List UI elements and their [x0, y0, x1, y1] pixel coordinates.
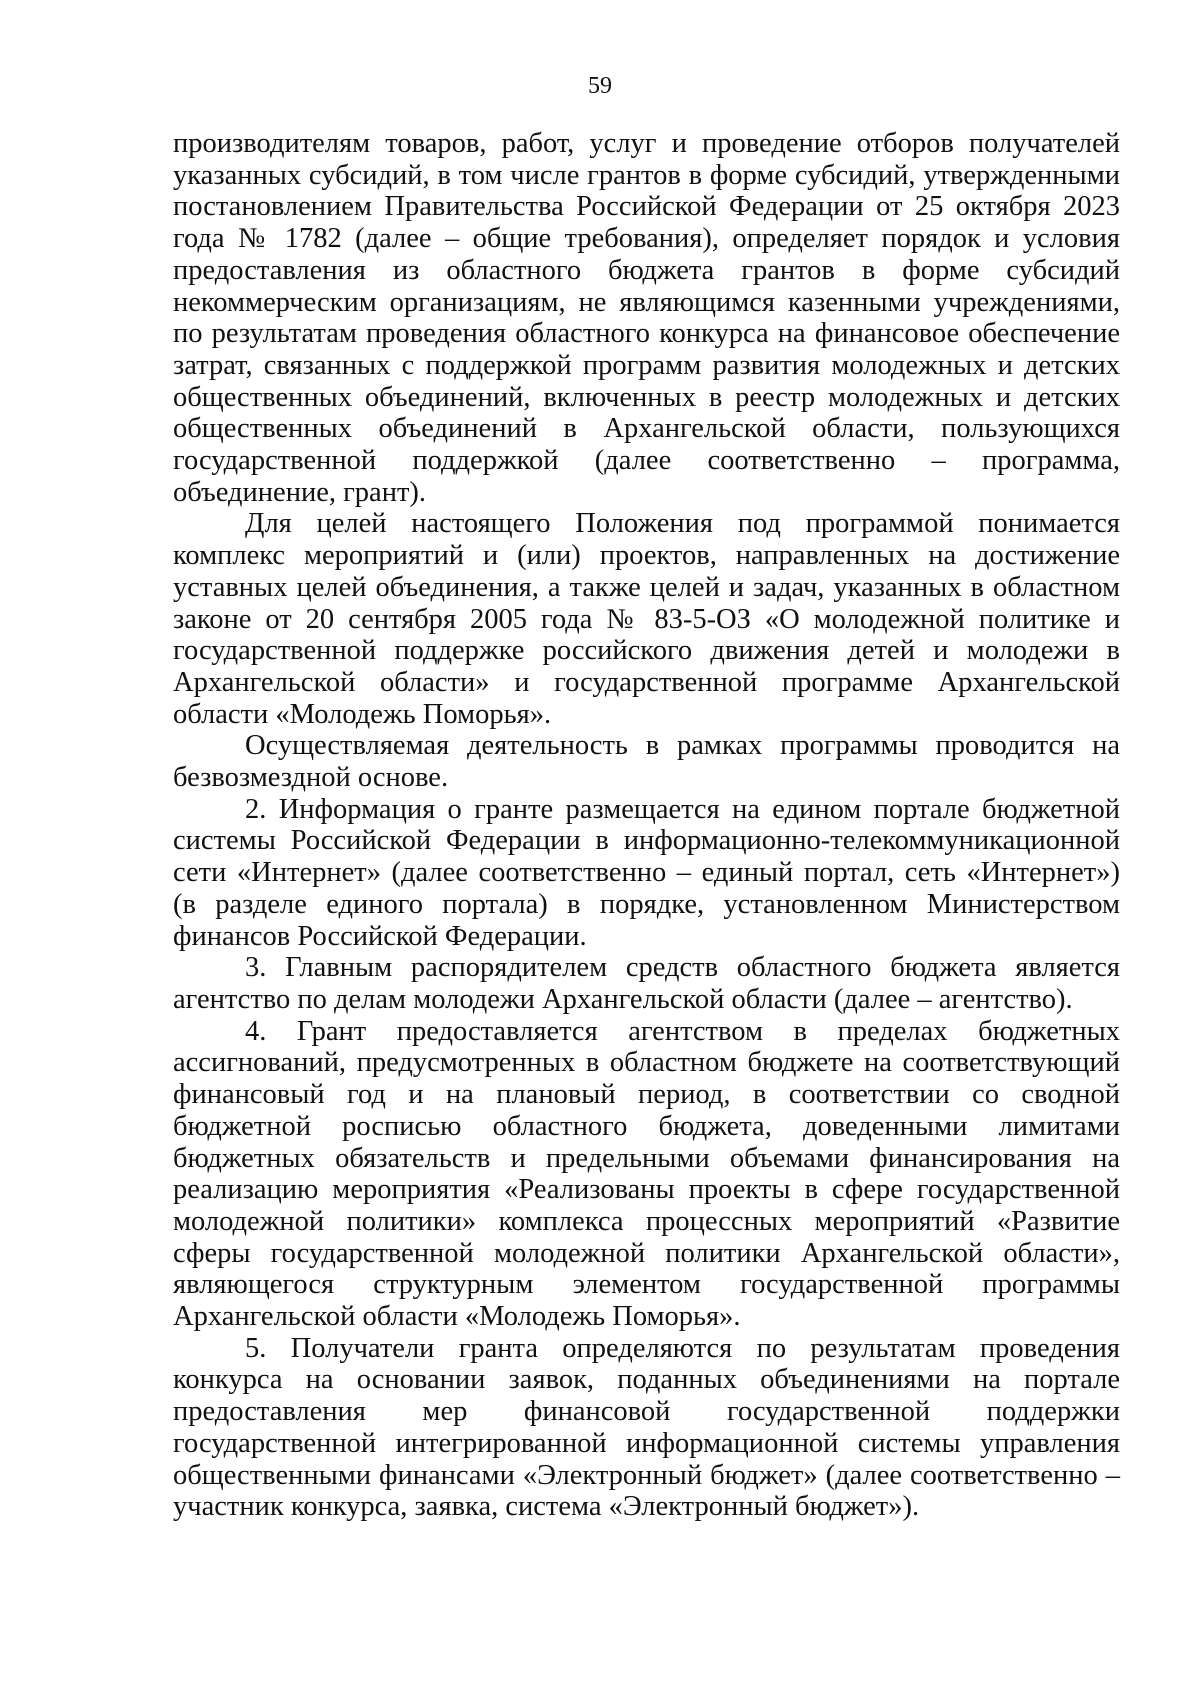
paragraph-continuation: производителям товаров, работ, услуг и проведение отборов получателей указанных субсидий, в том числе грантов в форме субсидий, утвержденными постановлением Правительства Российской Федерации от 25 октября 2023 года № 1782 (далее – общие требования), определяет порядок и условия предоставления из областного бюджета грантов в форме субсидий некоммерческим организациям, не являющимся казенными учреждениями, по результатам проведения областного конкурса на финансовое обеспечение затрат, связанных с поддержкой программ развития молодежных и детских общественных объединений, включенных в реестр молодежных и детских общественных объединений в Архангельской области, пользующихся государственной поддержкой (далее соответственно – программа, объединение, грант). [173, 128, 1120, 508]
document-body [173, 128, 1120, 1523]
paragraph-item-4: 4. Грант предоставляется агентством в пределах бюджетных ассигнований, предусмотренных в областном бюджете на соответствующий финансовый год и на плановый период, в соответствии со сводной бюджетной росписью областного бюджета, доведенными лимитами бюджетных обязательств и предельными объемами финансирования на реализацию мероприятия «Реализованы проекты в сфере государственной молодежной политики» комплекса процессных мероприятий «Развитие сферы государственной молодежной политики Архангельской области», являющегося структурным элементом государственной программы Архангельской области «Молодежь Поморья». [173, 1015, 1120, 1333]
paragraph-item-5: 5. Получатели гранта определяются по результатам проведения конкурса на основании заявок, поданных объединениями на портале предоставления мер финансовой государственной поддержки государственной интегрированной информационной системы управления общественными финансами «Электронный бюджет» (далее соответственно – участник конкурса, заявка, система «Электронный бюджет»). [173, 1332, 1120, 1523]
paragraph-item-2: 2. Информация о гранте размещается на едином портале бюджетной системы Российской Федерации в информационно-телекоммуникационной сети «Интернет» (далее соответственно – единый портал, сеть «Интернет») (в разделе единого портала) в порядке, установленном Министерством финансов Российской Федерации. [173, 793, 1120, 952]
paragraph-free-basis: Осуществляемая деятельность в рамках программы проводится на безвозмездной основе. [173, 730, 1120, 794]
paragraph-program-definition: Для целей настоящего Положения под программой понимается комплекс мероприятий и (или) проектов, направленных на достижение уставных целей объединения, а также целей и задач, указанных в областном законе от 20 сентября 2005 года № 83-5-ОЗ «О молодежной политике и государственной поддержке российского движения детей и молодежи в Архангельской области» и государственной программе Архангельской области «Молодежь Поморья». [173, 508, 1120, 730]
paragraph-item-3: 3. Главным распорядителем средств областного бюджета является агентство по делам молодежи Архангельской области (далее – агентство). [173, 952, 1120, 1015]
page-number: 59 [588, 73, 612, 99]
